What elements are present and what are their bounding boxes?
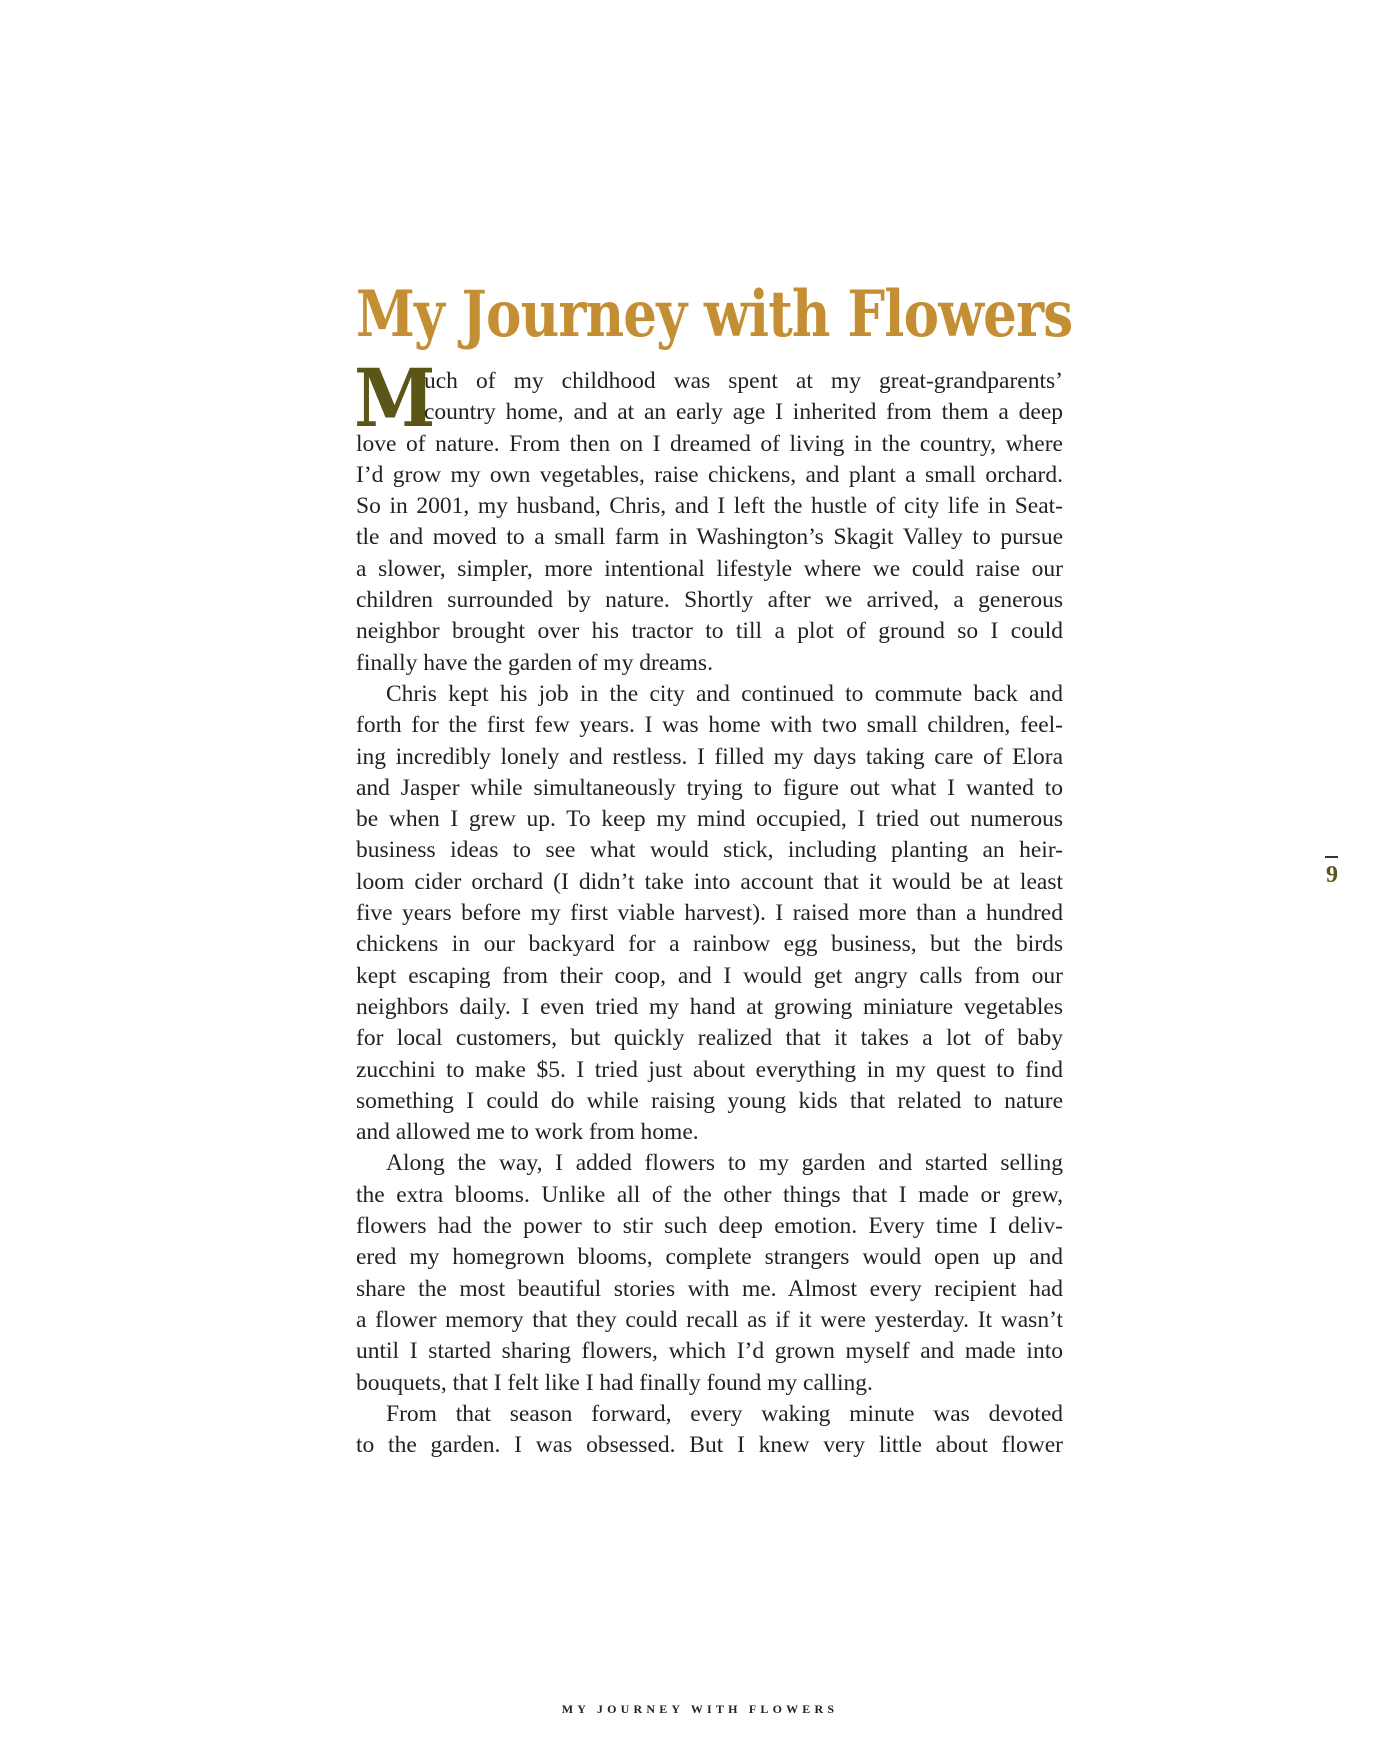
text-line: chickens in our backyard for a rainbow egg business, but the birds bbox=[356, 931, 1063, 958]
text-line: country home, and at an early age I inherited from them a deep bbox=[424, 399, 1063, 426]
text-line: share the most beautiful stories with me. Almost every recipient had bbox=[356, 1275, 1063, 1302]
text-line: neighbors daily. I even tried my hand at growing miniature vegetables bbox=[356, 993, 1063, 1020]
text-line: kept escaping from their coop, and I would get angry calls from our bbox=[356, 962, 1063, 989]
text-line: zucchini to make $5. I tried just about everything in my quest to find bbox=[356, 1056, 1063, 1083]
text-line: be when I grew up. To keep my mind occupied, I tried out numerous bbox=[356, 806, 1063, 833]
text-line: until I started sharing flowers, which I’d grown myself and made into bbox=[356, 1338, 1063, 1365]
text-line: something I could do while raising young kids that related to nature bbox=[356, 1087, 1063, 1114]
text-line: love of nature. From then on I dreamed of living in the country, where bbox=[356, 430, 1063, 457]
paragraph-2 bbox=[356, 679, 1063, 1148]
text-line: loom cider orchard (I didn’t take into account that it would be at least bbox=[356, 868, 1063, 895]
text-line: children surrounded by nature. Shortly after we arrived, a generous bbox=[356, 587, 1063, 614]
text-line: From that season forward, every waking minute was devoted bbox=[386, 1400, 1063, 1427]
text-line: to the garden. I was obsessed. But I knew very little about flower bbox=[356, 1432, 1063, 1459]
text-line: and allowed me to work from home. bbox=[356, 1119, 699, 1146]
running-footer: MY JOURNEY WITH FLOWERS bbox=[561, 1702, 839, 1716]
text-line: flowers had the power to stir such deep emotion. Every time I deliv- bbox=[356, 1213, 1063, 1240]
text-line: a flower memory that they could recall as if it were yesterday. It wasn’t bbox=[356, 1306, 1063, 1333]
text-line: the extra blooms. Unlike all of the other things that I made or grew, bbox=[356, 1181, 1063, 1208]
body-text bbox=[354, 351, 1063, 1461]
paragraph-3 bbox=[356, 1148, 1063, 1398]
text-line: five years before my first viable harvest). I raised more than a hundred bbox=[356, 900, 1063, 927]
text-line: forth for the first few years. I was home with two small children, feel- bbox=[356, 712, 1063, 739]
text-line: bouquets, that I felt like I had finally found my calling. bbox=[356, 1369, 873, 1396]
text-line: ing incredibly lonely and restless. I filled my days taking care of Elora bbox=[356, 743, 1063, 770]
text-line: and Jasper while simultaneously trying to figure out what I wanted to bbox=[356, 774, 1063, 801]
text-line: business ideas to see what would stick, including planting an heir- bbox=[356, 837, 1063, 864]
text-line: ered my homegrown blooms, complete strangers would open up and bbox=[356, 1244, 1063, 1271]
text-line: Along the way, I added flowers to my garden and started selling bbox=[386, 1150, 1063, 1177]
text-line: Chris kept his job in the city and continued to commute back and bbox=[386, 680, 1063, 707]
drop-cap: M bbox=[354, 351, 436, 445]
text-line: for local customers, but quickly realized that it takes a lot of baby bbox=[356, 1025, 1063, 1052]
paragraph-1 bbox=[354, 351, 1063, 679]
chapter-title: My Journey with Flowers bbox=[356, 276, 1073, 352]
text-line: So in 2001, my husband, Chris, and I left the hustle of city life in Seat- bbox=[356, 493, 1063, 520]
text-line: neighbor brought over his tractor to till a plot of ground so I could bbox=[356, 618, 1063, 645]
text-line: finally have the garden of my dreams. bbox=[356, 649, 713, 676]
text-line: a slower, simpler, more intentional lifestyle where we could raise our bbox=[356, 555, 1063, 582]
text-line: tle and moved to a small farm in Washington’s Skagit Valley to pursue bbox=[356, 524, 1063, 551]
text-line: I’d grow my own vegetables, raise chickens, and plant a small orchard. bbox=[356, 461, 1063, 488]
folio-rule bbox=[1325, 856, 1338, 858]
paragraph-4 bbox=[356, 1399, 1063, 1462]
text-line: uch of my childhood was spent at my great-grandparents’ bbox=[424, 368, 1063, 394]
page-number: 9 bbox=[1326, 862, 1338, 888]
